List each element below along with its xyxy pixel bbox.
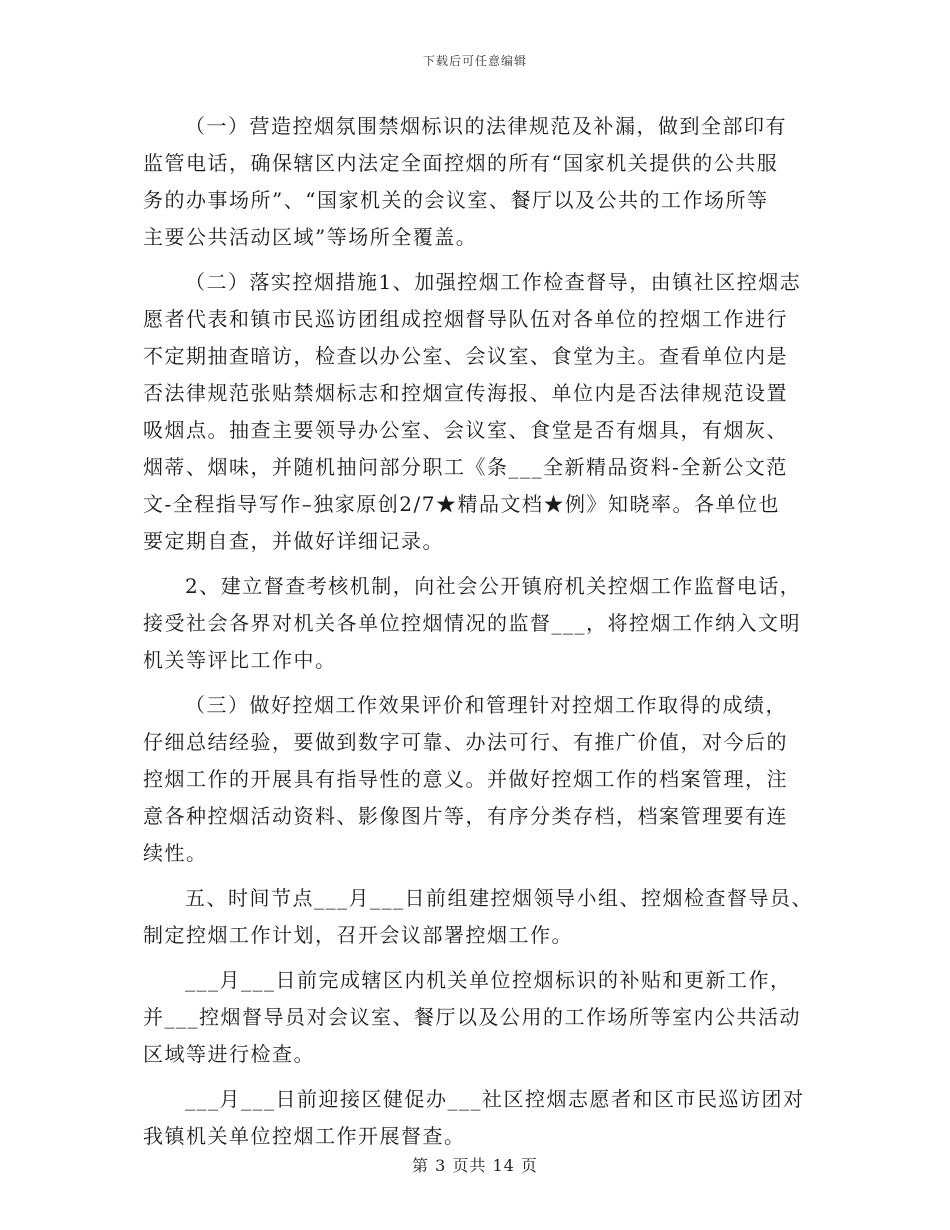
paragraph-3 <box>0 568 950 679</box>
paragraph-5 <box>0 880 950 954</box>
paragraph-7 <box>0 1081 950 1155</box>
text-line: 仔细总结经验，要做到数字可靠、办法可行、有推广价值，对今后的 <box>143 730 788 754</box>
text-line: 不定期抽查暗访，检查以办公室、会议室、食堂为主。查看单位内是 <box>143 344 788 368</box>
text-line: 机关等评比工作中。 <box>143 648 337 672</box>
text-line: 五、时间节点___月___日前组建控烟领导小组、控烟检查督导员、 <box>185 886 813 910</box>
paragraph-1 <box>0 108 950 256</box>
text-line: 愿者代表和镇市民巡访团组成控烟督导队伍对各单位的控烟工作进行 <box>143 307 788 331</box>
text-line: 我镇机关单位控烟工作开展督查。 <box>143 1124 466 1148</box>
page-number: 第 3 页共 14 页 <box>412 1156 538 1175</box>
text-line: 监管电话，确保辖区内法定全面控烟的所有“国家机关提供的公共服 <box>143 151 779 175</box>
text-line: 烟蒂、烟味，并随机抽问部分职工《条___全新精品资料-全新公文范 <box>143 455 788 479</box>
text-line: 要定期自查，并做好详细记录。 <box>143 529 444 553</box>
text-line: 吸烟点。抽查主要领导办公室、会议室、食堂是否有烟具，有烟灰、 <box>143 418 788 442</box>
text-line: 并___控烟督导员对会议室、餐厅以及公用的工作场所等室内公共活动 <box>143 1005 801 1029</box>
text-line: 意各种控烟活动资料、影像图片等，有序分类存档，档案管理要有连 <box>143 804 788 828</box>
text-line: ___月___日前迎接区健促办___社区控烟志愿者和区市民巡访团对 <box>185 1087 805 1111</box>
text-line: 务的办事场所”、“国家机关的会议室、餐厅以及公共的工作场所等 <box>143 188 769 212</box>
paragraph-6 <box>0 962 950 1073</box>
text-line: 区域等进行检查。 <box>143 1042 315 1066</box>
text-line: 控烟工作的开展具有指导性的意义。并做好控烟工作的档案管理，注 <box>143 767 788 791</box>
text-line: 2、建立督查考核机制，向社会公开镇府机关控烟工作监督电话， <box>185 574 802 598</box>
text-line: （三）做好控烟工作效果评价和管理针对控烟工作取得的成绩， <box>185 693 787 717</box>
document-body <box>0 108 950 1163</box>
text-line: 制定控烟工作计划，召开会议部署控烟工作。 <box>143 923 573 947</box>
text-line: ___月___日前完成辖区内机关单位控烟标识的补贴和更新工作， <box>185 968 792 992</box>
paragraph-2 <box>0 264 950 560</box>
page-header: 下载后可任意编辑 <box>422 54 527 68</box>
text-line: 续性。 <box>143 841 208 865</box>
text-line: 否法律规范张贴禁烟标志和控烟宣传海报、单位内是否法律规范设置 <box>143 381 788 405</box>
text-line: （一）营造控烟氛围禁烟标识的法律规范及补漏，做到全部印有 <box>185 114 787 138</box>
text-line: 主要公共活动区域”等场所全覆盖。 <box>143 225 478 249</box>
text-line: 文-全程指导写作–独家原创2/7★精品文档★例》知晓率。各单位也 <box>143 492 780 516</box>
text-line: 接受社会各界对机关各单位控烟情况的监督___，将控烟工作纳入文明 <box>143 611 801 635</box>
paragraph-4 <box>0 687 950 872</box>
text-line: （二）落实控烟措施1、加强控烟工作检查督导，由镇社区控烟志 <box>185 270 802 294</box>
